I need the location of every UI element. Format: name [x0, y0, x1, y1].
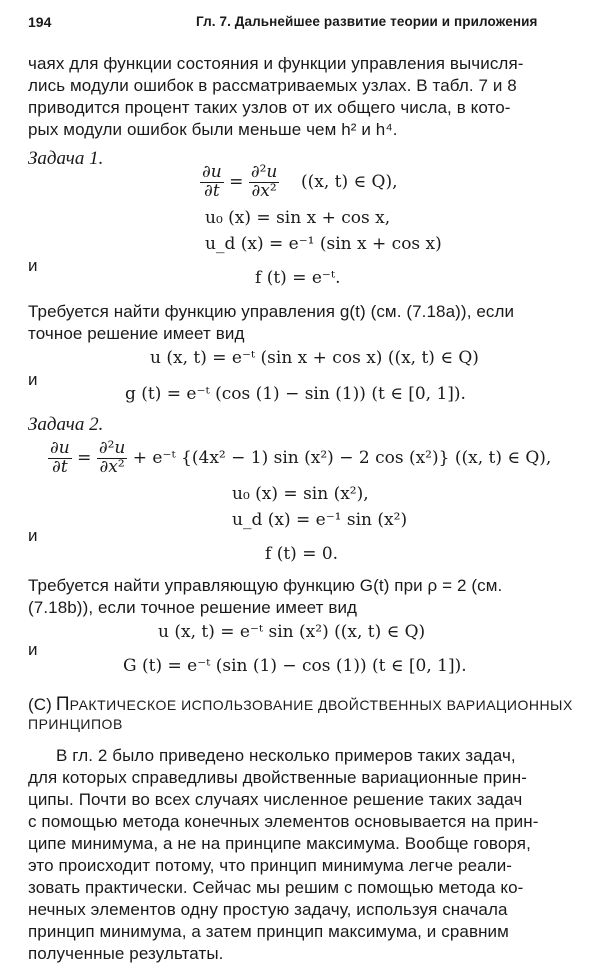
section-title-line1: РАКТИЧЕСКОЕ ИСПОЛЬЗОВАНИЕ ДВОЙСТВЕННЫХ ВАРИАЦИОННЫХ — [69, 697, 573, 713]
intro-line: приводится процент таких узлов от их общего числа, в кото- — [28, 98, 511, 117]
task1-pde: $\frac{\partial u}{\partial t}$ = $\frac{\text{∂²u}}{\text{∂x²}}$ ((x, t) ∈ Q), — [202, 162, 398, 201]
task2-eq-u: u (x, t) = e⁻ᵗ sin (x²) ((x, t) ∈ Q) — [158, 622, 426, 642]
paragraph-line: для которых справедливы двойственные вариационные прин- — [28, 768, 527, 787]
task2-eq-f: f (t) = 0. — [265, 544, 339, 564]
task1-eq-u0: u₀ (x) = sin x + cos x, — [205, 208, 391, 228]
task2-pde-rest: + e⁻ᵗ {(4x² − 1) sin (x²) − 2 cos (x²)} ((x, t) ∈ Q), — [132, 447, 552, 468]
task2-pde: $\frac{\partial u}{\partial t}$ = $\frac{\text{∂²u}}{\text{∂x²}}$ + e⁻ᵗ {(4x² − 1) sin (x²) − 2 cos (x²)} ((x, t) ∈ Q), — [50, 438, 552, 477]
paragraph-line: ципы. Почти во всех случаях численное решение таких задач — [28, 790, 523, 809]
task1-pde-domain: ((x, t) ∈ Q), — [301, 171, 398, 192]
conj-and: и — [28, 370, 38, 389]
section-marker: (С) — [28, 695, 52, 714]
task2-eq-ud: u_d (x) = e⁻¹ sin (x²) — [232, 510, 408, 530]
paragraph-line: это происходит потому, что принцип минимума легче реали- — [28, 856, 513, 875]
paragraph-line: нечных элементов одну простую задачу, используя сначала — [28, 900, 508, 919]
task2-eq-u0: u₀ (x) = sin (x²), — [232, 484, 369, 504]
section-heading — [28, 694, 573, 716]
task2-eq-G: G (t) = e⁻ᵗ (sin (1) − cos (1)) (t ∈ [0, 1]). — [123, 656, 467, 676]
paragraph-line: полученные результаты. — [28, 944, 224, 963]
task1-label: Задача 1. — [28, 148, 104, 169]
intro-line: чаях для функции состояния и функции управления вычисля- — [28, 54, 524, 73]
page-number: 194 — [28, 14, 52, 30]
conj-and: и — [28, 640, 38, 659]
task2-requirement-line: Требуется найти управляющую функцию G(t) при ρ = 2 (см. — [28, 576, 503, 595]
intro-line: рых модули ошибок были меньше чем h² и h⁴. — [28, 120, 398, 139]
paragraph-line: с помощью метода конечных элементов основывается на прин- — [28, 812, 539, 831]
task2-label: Задача 2. — [28, 414, 104, 435]
conj-and: и — [28, 256, 38, 275]
section-title-line2: ПРИНЦИПОВ — [28, 716, 123, 732]
paragraph-line: В гл. 2 было приведено несколько примеров таких задач, — [56, 746, 516, 765]
task1-eq-f: f (t) = e⁻ᵗ. — [255, 268, 341, 288]
section-title-initial: П — [55, 694, 70, 715]
paragraph-line: ципе минимума, а не на принципе максимума. Вообще говоря, — [28, 834, 531, 853]
task1-requirement-line: точное решение имеет вид — [28, 324, 245, 343]
task1-eq-u: u (x, t) = e⁻ᵗ (sin x + cos x) ((x, t) ∈ Q) — [150, 348, 479, 368]
task1-eq-g: g (t) = e⁻ᵗ (cos (1) − sin (1)) (t ∈ [0, 1]). — [125, 384, 466, 404]
paragraph-line: принцип минимума, а затем принцип максимума, и сравним — [28, 922, 509, 941]
task1-requirement-line: Требуется найти функцию управления g(t) (см. (7.18a)), если — [28, 302, 515, 321]
conj-and: и — [28, 526, 38, 545]
intro-line: лись модули ошибок в рассматриваемых узлах. В табл. 7 и 8 — [28, 76, 517, 95]
task1-eq-ud: u_d (x) = e⁻¹ (sin x + cos x) — [205, 234, 442, 254]
paragraph-line: зовать практически. Сейчас мы решим с помощью метода ко- — [28, 878, 524, 897]
task2-requirement-line: (7.18b)), если точное решение имеет вид — [28, 598, 358, 617]
running-header: Гл. 7. Дальнейшее развитие теории и приложения — [196, 14, 538, 29]
